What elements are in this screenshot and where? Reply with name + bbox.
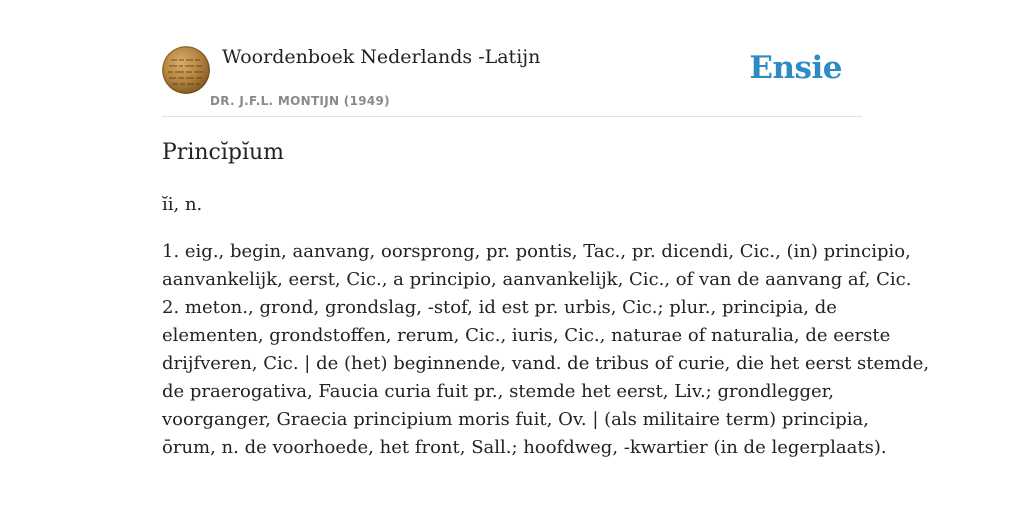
page-container: [162, 0, 930, 458]
entry-definition: [162, 238, 930, 462]
entry-headword: Princĭpĭum: [162, 140, 285, 165]
brand-logo[interactable]: Ensie: [749, 50, 842, 86]
definition-line: 1. eig., begin, aanvang, oorsprong, pr. pontis, Tac., pr. dicendi, Cic., (in) principio,: [162, 241, 911, 262]
definition-line: 2. meton., grond, grondslag, -stof, id est pr. urbis, Cic.; plur., principia, de: [162, 297, 837, 318]
dictionary-title[interactable]: Woordenboek Nederlands -Latijn: [222, 46, 541, 68]
definition-line: drijfveren, Cic. | de (het) beginnende, vand. de tribus of curie, die het eerst stemde,: [162, 353, 930, 374]
definition-line: voorganger, Graecia principium moris fuit, Ov. | (als militaire term) principia,: [162, 409, 869, 430]
definition-line: ōrum, n. de voorhoede, het front, Sall.; hoofdweg, -kwartier (in de legerplaats).: [162, 437, 887, 458]
definition-line: elementen, grondstoffen, rerum, Cic., iuris, Cic., naturae of naturalia, de eerste: [162, 325, 891, 346]
dictionary-logo-icon[interactable]: [162, 46, 210, 94]
definition-line: de praerogativa, Faucia curia fuit pr., stemde het eerst, Liv.; grondlegger,: [162, 381, 834, 402]
dictionary-author: DR. J.F.L. MONTIJN (1949): [210, 94, 390, 108]
entry-grammar: ĭi, n.: [162, 194, 203, 215]
definition-line: aanvankelijk, eerst, Cic., a principio, aanvankelijk, Cic., of van de aanvang af, Cic.: [162, 269, 912, 290]
header: [162, 0, 862, 117]
